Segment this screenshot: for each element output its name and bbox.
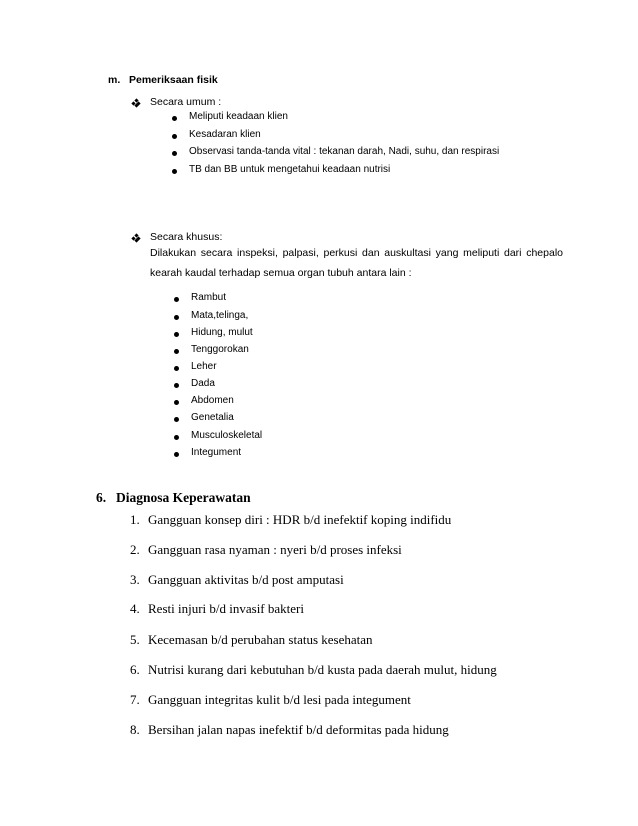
diagnosis-number: 7. <box>130 692 140 707</box>
bullet-icon <box>174 366 179 371</box>
bullet-icon <box>174 417 179 422</box>
list-item-text: Hidung, mulut <box>191 327 253 338</box>
bullet-icon <box>174 383 179 388</box>
diagnosis-number: 2. <box>130 542 140 557</box>
bullet-icon <box>174 332 179 337</box>
list-item-text: Dada <box>191 378 215 389</box>
diamond-bullet-icon <box>132 234 140 242</box>
list-item-text: Genetalia <box>191 412 234 423</box>
diagnosis-text: Resti injuri b/d invasif bakteri <box>148 601 304 616</box>
bullet-icon <box>174 315 179 320</box>
section-6-title: Diagnosa Keperawatan <box>116 490 251 505</box>
diagnosis-number: 3. <box>130 572 140 587</box>
bullet-icon <box>174 349 179 354</box>
umum-heading: Secara umum : <box>150 96 222 108</box>
list-item-text: Mata,telinga, <box>191 310 249 321</box>
bullet-icon <box>172 116 177 121</box>
diagnosis-text: Gangguan integritas kulit b/d lesi pada integument <box>148 692 411 707</box>
bullet-icon <box>172 151 177 156</box>
bullet-icon <box>174 297 179 302</box>
section-m-label: m. <box>108 74 121 86</box>
diagnosis-text: Kecemasan b/d perubahan status kesehatan <box>148 632 373 647</box>
diagnosis-text: Nutrisi kurang dari kebutuhan b/d kusta pada daerah mulut, hidung <box>148 662 497 677</box>
list-item-text: Musculoskeletal <box>191 430 263 441</box>
diagnosis-number: 6. <box>130 662 140 677</box>
bullet-icon <box>172 169 177 174</box>
bullet-icon <box>174 452 179 457</box>
khusus-description: Dilakukan secara inspeksi, palpasi, perkusi dan auskultasi yang meliputi dari chepalo kearah kaudal terhadap semua organ tubuh antara lain : <box>150 247 563 279</box>
list-item-text: Kesadaran klien <box>189 129 261 140</box>
list-item-text: Observasi tanda-tanda vital : tekanan darah, Nadi, suhu, dan respirasi <box>189 146 500 157</box>
diagnosis-number: 8. <box>130 722 140 737</box>
diagnosis-text: Gangguan rasa nyaman : nyeri b/d proses infeksi <box>148 542 402 557</box>
section-6-number: 6. <box>96 490 107 505</box>
diagnosis-number: 1. <box>130 512 140 527</box>
list-item-text: Leher <box>191 361 217 372</box>
diagnosis-text: Bersihan jalan napas inefektif b/d deformitas pada hidung <box>148 722 449 737</box>
diagnosis-number: 5. <box>130 632 140 647</box>
bullet-icon <box>172 134 177 139</box>
diagnosis-text: Gangguan aktivitas b/d post amputasi <box>148 572 344 587</box>
list-item-text: Tenggorokan <box>191 344 249 355</box>
section-m-heading <box>108 74 218 86</box>
diamond-bullet-icon <box>132 99 140 107</box>
list-item-text: TB dan BB untuk mengetahui keadaan nutrisi <box>189 164 391 175</box>
section-m-title: Pemeriksaan fisik <box>129 74 218 86</box>
list-item-text: Abdomen <box>191 395 234 406</box>
list-item-text: Integument <box>191 447 242 458</box>
bullet-icon <box>174 435 179 440</box>
diagnosis-number: 4. <box>130 601 140 616</box>
khusus-heading: Secara khusus: <box>150 231 223 243</box>
bullet-icon <box>174 400 179 405</box>
diagnosis-text: Gangguan konsep diri : HDR b/d inefektif koping indifidu <box>148 512 452 527</box>
list-item-text: Rambut <box>191 292 227 303</box>
list-item-text: Meliputi keadaan klien <box>189 111 288 122</box>
